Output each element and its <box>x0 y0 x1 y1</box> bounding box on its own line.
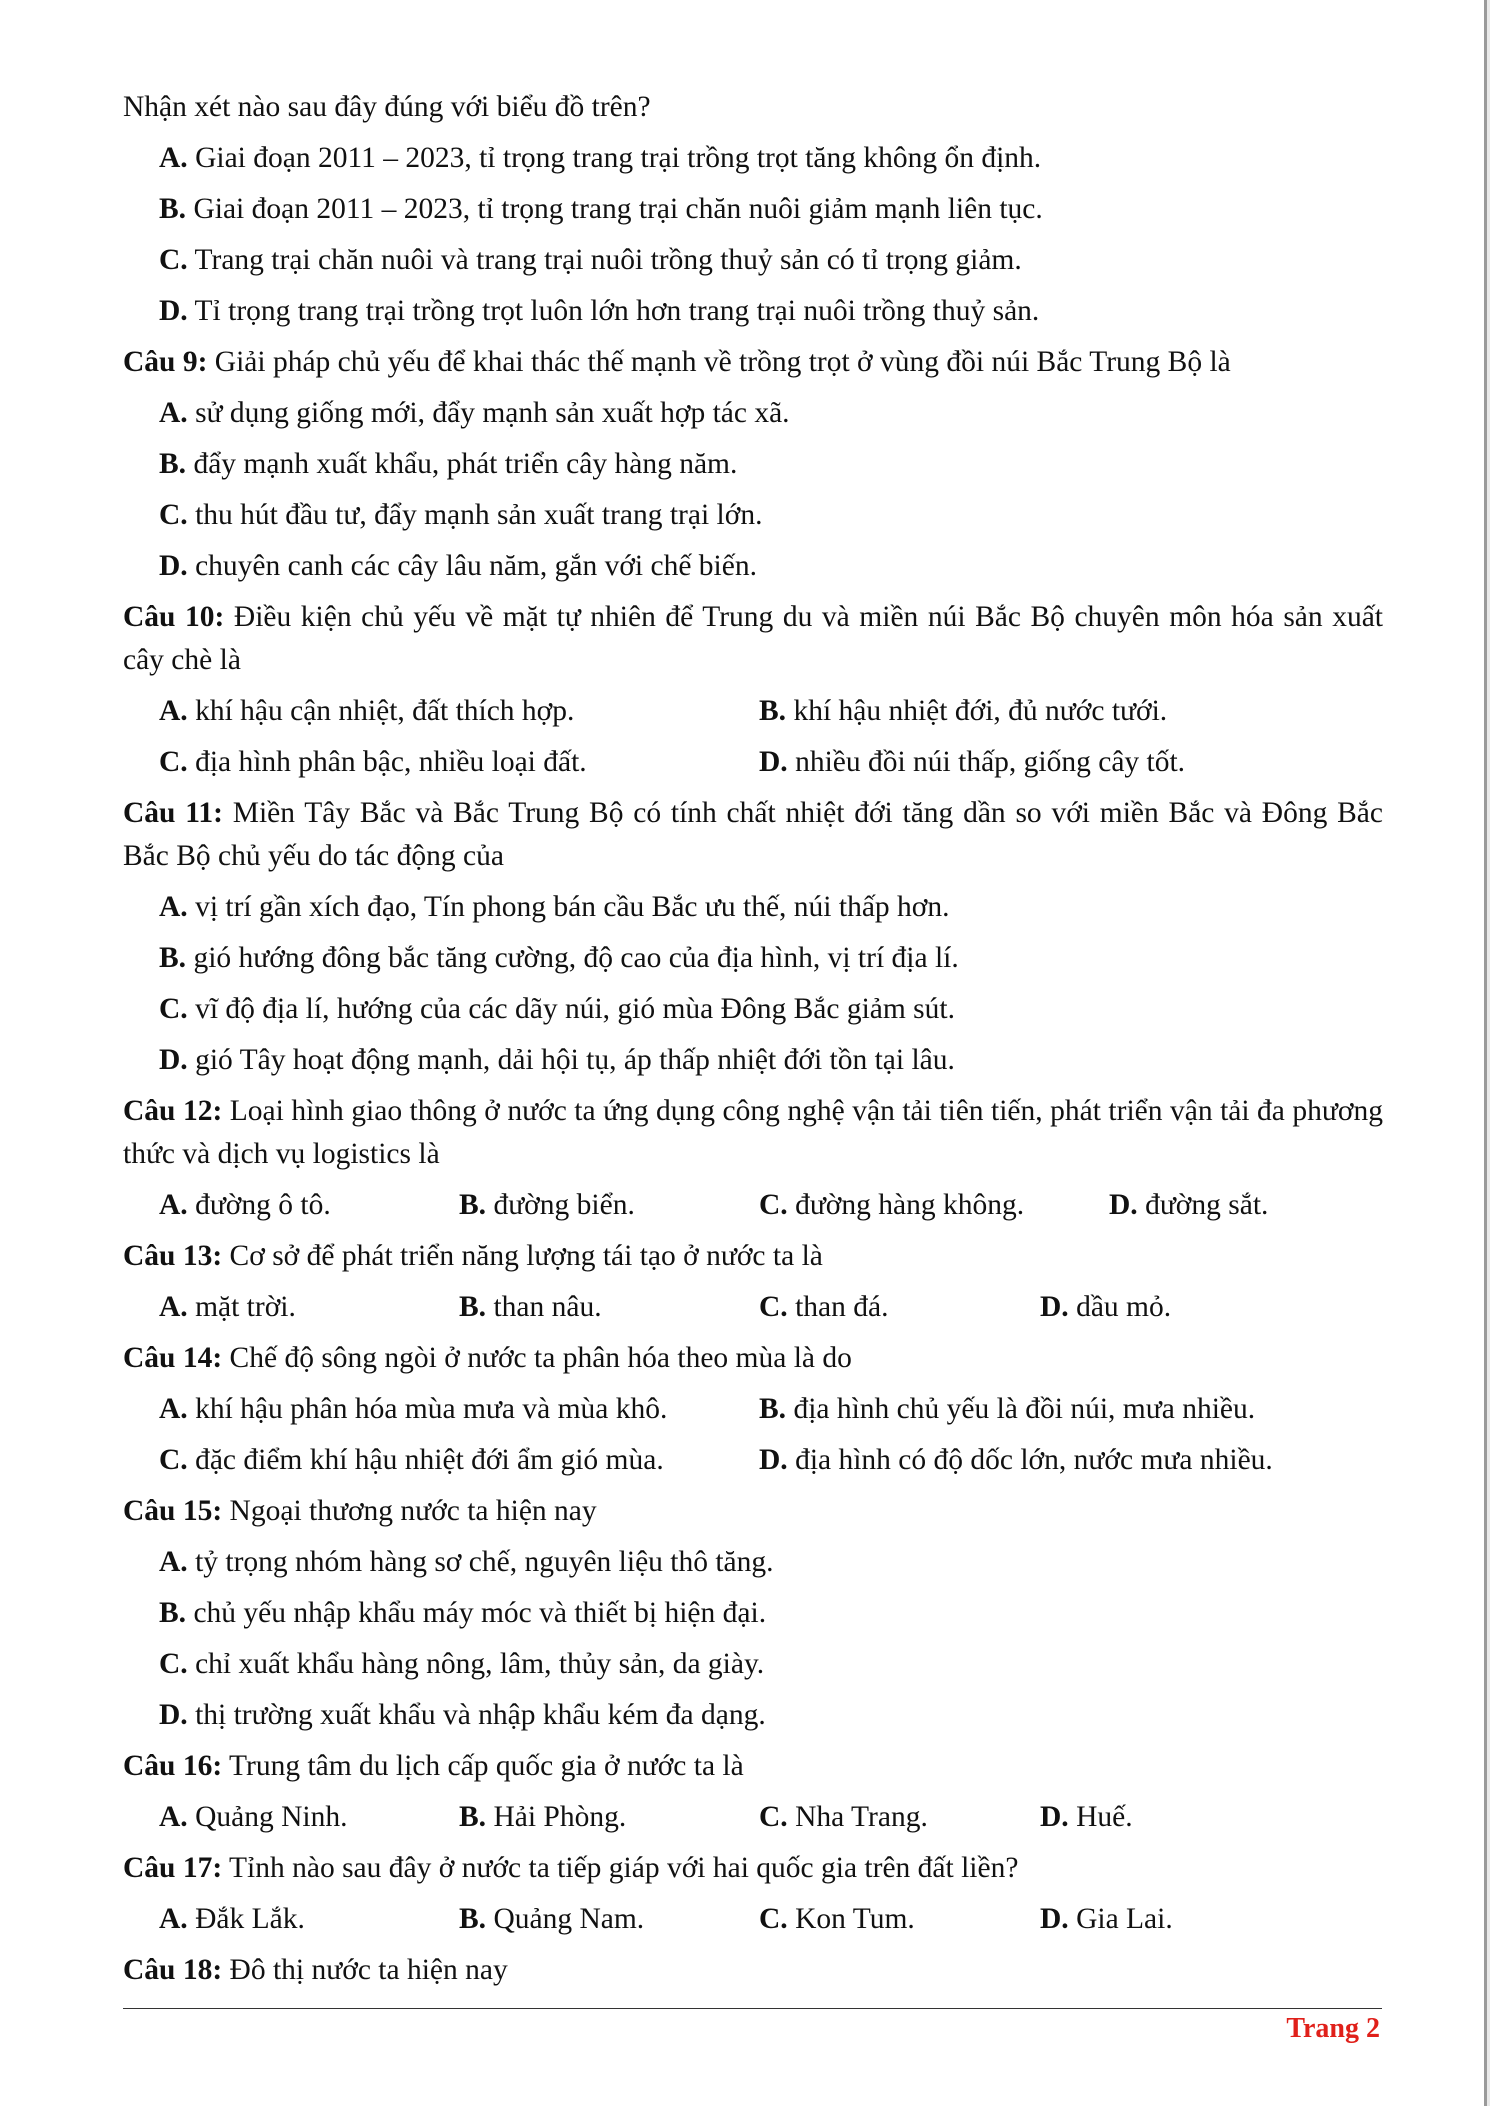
q8-option-d: D. Tỉ trọng trang trại trồng trọt luôn lớn hơn trang trại nuôi trồng thuỷ sản. <box>159 295 1040 327</box>
q16-option-d: D. Huế. <box>1040 1801 1133 1833</box>
q15-stem: Câu 15: Ngoại thương nước ta hiện nay <box>123 1495 597 1527</box>
q13-option-b: B. than nâu. <box>459 1291 602 1323</box>
q15-option-b: B. chủ yếu nhập khẩu máy móc và thiết bị hiện đại. <box>159 1597 767 1629</box>
q13-option-a: A. mặt trời. <box>159 1291 296 1323</box>
q12-options-row <box>123 1180 1383 1231</box>
q16-options-row <box>123 1792 1383 1843</box>
q9-stem: Câu 9: Giải pháp chủ yếu để khai thác thế mạnh về trồng trọt ở vùng đồi núi Bắc Trung Bộ là <box>123 346 1231 378</box>
q14-option-d: D. địa hình có độ dốc lớn, nước mưa nhiều. <box>759 1444 1273 1476</box>
q17-stem: Câu 17: Tỉnh nào sau đây ở nước ta tiếp giáp với hai quốc gia trên đất liền? <box>123 1852 1019 1884</box>
q9-option-c: C. thu hút đầu tư, đẩy mạnh sản xuất trang trại lớn. <box>159 499 763 531</box>
q8-option-b: B. Giai đoạn 2011 – 2023, tỉ trọng trang trại chăn nuôi giảm mạnh liên tục. <box>159 193 1043 225</box>
q10-option-d: D. nhiều đồi núi thấp, giống cây tốt. <box>759 746 1186 778</box>
q12-option-a: A. đường ô tô. <box>159 1189 331 1221</box>
q17-option-d: D. Gia Lai. <box>1040 1903 1173 1935</box>
q16-stem: Câu 16: Trung tâm du lịch cấp quốc gia ở nước ta là <box>123 1750 744 1782</box>
question-intro: Nhận xét nào sau đây đúng với biểu đồ trên? <box>123 91 651 123</box>
q18-stem: Câu 18: Đô thị nước ta hiện nay <box>123 1954 508 1986</box>
q14-options-row-1 <box>123 1384 1383 1435</box>
q14-options-row-2 <box>123 1435 1383 1486</box>
footer-divider <box>123 2008 1382 2009</box>
q17-option-b: B. Quảng Nam. <box>459 1903 645 1935</box>
q10-options-row-2 <box>123 737 1383 788</box>
q17-option-c: C. Kon Tum. <box>759 1903 915 1935</box>
q16-option-c: C. Nha Trang. <box>759 1801 928 1833</box>
q10-stem: Câu 10: Điều kiện chủ yếu về mặt tự nhiên để Trung du và miền núi Bắc Bộ chuyên môn hóa sản xuất cây chè là <box>123 601 1383 676</box>
page-number: Trang 2 <box>1286 2013 1380 2044</box>
q8-option-c: C. Trang trại chăn nuôi và trang trại nuôi trồng thuỷ sản có tỉ trọng giảm. <box>159 244 1022 276</box>
q14-stem: Câu 14: Chế độ sông ngòi ở nước ta phân hóa theo mùa là do <box>123 1342 852 1374</box>
q12-stem: Câu 12: Loại hình giao thông ở nước ta ứng dụng công nghệ vận tải tiên tiến, phát triển vận tải đa phương thức và dịch vụ logistics là <box>123 1095 1383 1170</box>
q13-options-row <box>123 1282 1383 1333</box>
q10-option-c: C. địa hình phân bậc, nhiều loại đất. <box>159 746 587 778</box>
q17-option-a: A. Đắk Lắk. <box>159 1903 305 1935</box>
q11-option-b: B. gió hướng đông bắc tăng cường, độ cao của địa hình, vị trí địa lí. <box>159 942 959 974</box>
q14-option-a: A. khí hậu phân hóa mùa mưa và mùa khô. <box>159 1393 668 1425</box>
q13-stem: Câu 13: Cơ sở để phát triển năng lượng tái tạo ở nước ta là <box>123 1240 823 1272</box>
q14-option-b: B. địa hình chủ yếu là đồi núi, mưa nhiều. <box>759 1393 1256 1425</box>
q16-option-b: B. Hải Phòng. <box>459 1801 627 1833</box>
q8-option-a: A. Giai đoạn 2011 – 2023, tỉ trọng trang trại trồng trọt tăng không ổn định. <box>159 142 1042 174</box>
q12-option-d: D. đường sắt. <box>1109 1189 1269 1221</box>
page-content <box>123 82 1383 1996</box>
q13-option-d: D. dầu mỏ. <box>1040 1291 1172 1323</box>
q9-option-d: D. chuyên canh các cây lâu năm, gắn với chế biến. <box>159 550 757 582</box>
q10-options-row-1 <box>123 686 1383 737</box>
q9-option-b: B. đẩy mạnh xuất khẩu, phát triển cây hàng năm. <box>159 448 738 480</box>
q15-option-c: C. chỉ xuất khẩu hàng nông, lâm, thủy sản, da giày. <box>159 1648 765 1680</box>
q12-option-b: B. đường biển. <box>459 1189 635 1221</box>
q11-option-a: A. vị trí gần xích đạo, Tín phong bán cầu Bắc ưu thế, núi thấp hơn. <box>159 891 950 923</box>
q11-option-c: C. vĩ độ địa lí, hướng của các dãy núi, gió mùa Đông Bắc giảm sút. <box>159 993 955 1025</box>
q15-option-a: A. tỷ trọng nhóm hàng sơ chế, nguyên liệu thô tăng. <box>159 1546 774 1578</box>
q15-option-d: D. thị trường xuất khẩu và nhập khẩu kém đa dạng. <box>159 1699 766 1731</box>
q14-option-c: C. đặc điểm khí hậu nhiệt đới ẩm gió mùa. <box>159 1444 664 1476</box>
q12-option-c: C. đường hàng không. <box>759 1189 1025 1221</box>
q9-option-a: A. sử dụng giống mới, đẩy mạnh sản xuất hợp tác xã. <box>159 397 790 429</box>
q11-option-d: D. gió Tây hoạt động mạnh, dải hội tụ, áp thấp nhiệt đới tồn tại lâu. <box>159 1044 955 1076</box>
q16-option-a: A. Quảng Ninh. <box>159 1801 348 1833</box>
q10-option-a: A. khí hậu cận nhiệt, đất thích hợp. <box>159 695 575 727</box>
q13-option-c: C. than đá. <box>759 1291 889 1323</box>
q11-stem: Câu 11: Miền Tây Bắc và Bắc Trung Bộ có tính chất nhiệt đới tăng dần so với miền Bắc và Đông Bắc Bắc Bộ chủ yếu do tác động của <box>123 797 1383 872</box>
q10-option-b: B. khí hậu nhiệt đới, đủ nước tưới. <box>759 695 1168 727</box>
q17-options-row <box>123 1894 1383 1945</box>
